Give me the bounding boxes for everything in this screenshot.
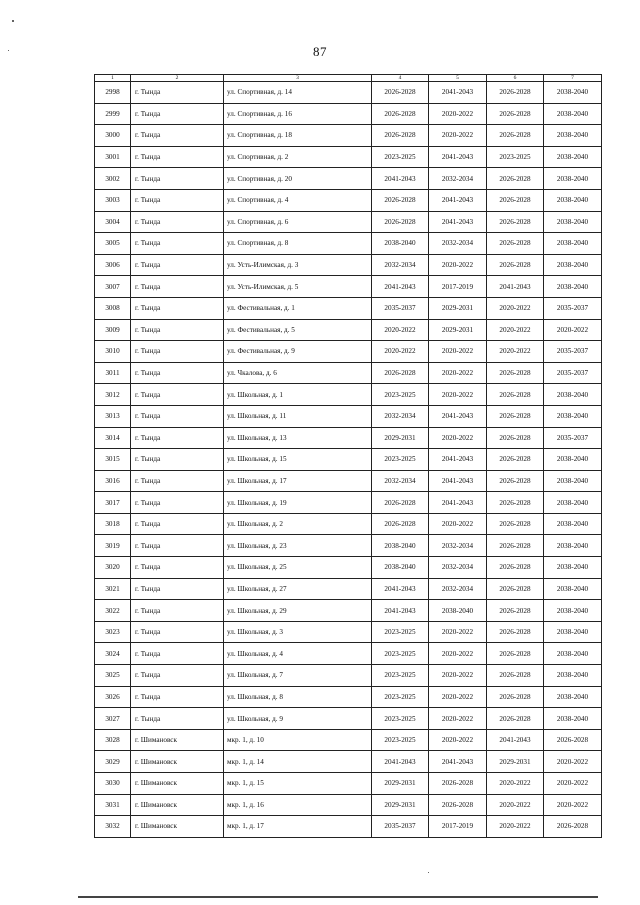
period-cell-col7: 2038-2040	[544, 103, 602, 125]
locality-cell: г. Тында	[131, 276, 224, 298]
period-cell-col7: 2038-2040	[544, 405, 602, 427]
locality-cell: г. Тында	[131, 384, 224, 406]
period-cell-col6: 2026-2028	[487, 362, 544, 384]
locality-cell: г. Тында	[131, 146, 224, 168]
locality-cell: г. Тында	[131, 643, 224, 665]
page-number: 87	[313, 44, 327, 59]
table-row	[95, 578, 602, 600]
period-cell-col5: 2041-2043	[429, 449, 487, 471]
period-cell-col7: 2035-2037	[544, 341, 602, 363]
period-cell-col4: 2020-2022	[372, 341, 429, 363]
period-cell-col4: 2038-2040	[372, 557, 429, 579]
period-cell-col4: 2029-2031	[372, 773, 429, 795]
locality-cell: г. Тында	[131, 578, 224, 600]
row-number-cell: 3028	[95, 729, 131, 751]
period-cell-col6: 2026-2028	[487, 557, 544, 579]
period-cell-col5: 2020-2022	[429, 621, 487, 643]
row-number-cell: 2999	[95, 103, 131, 125]
row-number-cell: 3009	[95, 319, 131, 341]
column-header: 4	[372, 75, 429, 82]
address-cell: ул. Школьная, д. 13	[224, 427, 372, 449]
period-cell-col4: 2023-2025	[372, 665, 429, 687]
locality-cell: г. Тында	[131, 254, 224, 276]
period-cell-col6: 2026-2028	[487, 427, 544, 449]
period-cell-col6: 2026-2028	[487, 254, 544, 276]
period-cell-col7: 2038-2040	[544, 686, 602, 708]
period-cell-col4: 2026-2028	[372, 189, 429, 211]
period-cell-col5: 2020-2022	[429, 686, 487, 708]
period-cell-col6: 2026-2028	[487, 665, 544, 687]
row-number-cell: 3003	[95, 189, 131, 211]
row-number-cell: 3014	[95, 427, 131, 449]
locality-cell: г. Тында	[131, 427, 224, 449]
locality-cell: г. Тында	[131, 103, 224, 125]
period-cell-col5: 2038-2040	[429, 600, 487, 622]
row-number-cell: 3032	[95, 816, 131, 838]
period-cell-col5: 2017-2019	[429, 276, 487, 298]
period-cell-col4: 2041-2043	[372, 578, 429, 600]
period-cell-col5: 2020-2022	[429, 384, 487, 406]
period-cell-col7: 2038-2040	[544, 557, 602, 579]
period-cell-col4: 2023-2025	[372, 686, 429, 708]
period-cell-col6: 2026-2028	[487, 103, 544, 125]
period-cell-col5: 2026-2028	[429, 773, 487, 795]
table-row	[95, 276, 602, 298]
period-cell-col5: 2020-2022	[429, 125, 487, 147]
period-cell-col6: 2026-2028	[487, 492, 544, 514]
row-number-cell: 3030	[95, 773, 131, 795]
period-cell-col5: 2020-2022	[429, 665, 487, 687]
period-cell-col7: 2038-2040	[544, 492, 602, 514]
locality-cell: г. Тында	[131, 125, 224, 147]
period-cell-col7: 2020-2022	[544, 773, 602, 795]
address-cell: мкр. 1, д. 15	[224, 773, 372, 795]
period-cell-col7: 2038-2040	[544, 665, 602, 687]
table-row	[95, 405, 602, 427]
table-row	[95, 189, 602, 211]
locality-cell: г. Тында	[131, 341, 224, 363]
row-number-cell: 3007	[95, 276, 131, 298]
period-cell-col4: 2023-2025	[372, 621, 429, 643]
period-cell-col7: 2038-2040	[544, 708, 602, 730]
row-number-cell: 3031	[95, 794, 131, 816]
period-cell-col7: 2020-2022	[544, 751, 602, 773]
period-cell-col7: 2038-2040	[544, 578, 602, 600]
period-cell-col4: 2032-2034	[372, 470, 429, 492]
period-cell-col5: 2041-2043	[429, 82, 487, 104]
period-cell-col5: 2029-2031	[429, 319, 487, 341]
locality-cell: г. Тында	[131, 557, 224, 579]
table-row	[95, 600, 602, 622]
period-cell-col4: 2026-2028	[372, 82, 429, 104]
period-cell-col4: 2023-2025	[372, 384, 429, 406]
period-cell-col7: 2038-2040	[544, 254, 602, 276]
period-cell-col5: 2041-2043	[429, 405, 487, 427]
column-header: 3	[224, 75, 372, 82]
row-number-cell: 3022	[95, 600, 131, 622]
address-cell: ул. Школьная, д. 11	[224, 405, 372, 427]
period-cell-col7: 2038-2040	[544, 189, 602, 211]
table-row	[95, 362, 602, 384]
period-cell-col4: 2026-2028	[372, 362, 429, 384]
row-number-cell: 2998	[95, 82, 131, 104]
address-cell: ул. Спортивная, д. 8	[224, 233, 372, 255]
period-cell-col6: 2026-2028	[487, 621, 544, 643]
period-cell-col6: 2026-2028	[487, 189, 544, 211]
period-cell-col4: 2035-2037	[372, 816, 429, 838]
period-cell-col4: 2026-2028	[372, 211, 429, 233]
period-cell-col7: 2035-2037	[544, 362, 602, 384]
period-cell-col4: 2023-2025	[372, 708, 429, 730]
row-number-cell: 3016	[95, 470, 131, 492]
table-row	[95, 643, 602, 665]
row-number-cell: 3020	[95, 557, 131, 579]
period-cell-col6: 2020-2022	[487, 794, 544, 816]
table-row	[95, 794, 602, 816]
period-cell-col5: 2041-2043	[429, 211, 487, 233]
row-number-cell: 3024	[95, 643, 131, 665]
period-cell-col4: 2035-2037	[372, 297, 429, 319]
period-cell-col7: 2035-2037	[544, 297, 602, 319]
period-cell-col6: 2020-2022	[487, 341, 544, 363]
address-cell: ул. Школьная, д. 19	[224, 492, 372, 514]
table-row	[95, 254, 602, 276]
period-cell-col7: 2038-2040	[544, 535, 602, 557]
address-cell: ул. Школьная, д. 15	[224, 449, 372, 471]
column-number-row	[95, 75, 602, 82]
period-cell-col6: 2020-2022	[487, 319, 544, 341]
period-cell-col7: 2038-2040	[544, 82, 602, 104]
locality-cell: г. Шимановск	[131, 816, 224, 838]
period-cell-col6: 2026-2028	[487, 233, 544, 255]
row-number-cell: 3029	[95, 751, 131, 773]
period-cell-col7: 2038-2040	[544, 600, 602, 622]
period-cell-col6: 2026-2028	[487, 125, 544, 147]
period-cell-col6: 2026-2028	[487, 708, 544, 730]
period-cell-col5: 2041-2043	[429, 470, 487, 492]
row-number-cell: 3015	[95, 449, 131, 471]
address-cell: мкр. 1, д. 14	[224, 751, 372, 773]
period-cell-col5: 2041-2043	[429, 189, 487, 211]
period-cell-col7: 2038-2040	[544, 211, 602, 233]
period-cell-col6: 2026-2028	[487, 82, 544, 104]
period-cell-col4: 2041-2043	[372, 751, 429, 773]
row-number-cell: 3008	[95, 297, 131, 319]
table-row	[95, 557, 602, 579]
table-row	[95, 773, 602, 795]
period-cell-col4: 2041-2043	[372, 600, 429, 622]
row-number-cell: 3019	[95, 535, 131, 557]
period-cell-col4: 2023-2025	[372, 643, 429, 665]
locality-cell: г. Тында	[131, 470, 224, 492]
period-cell-col5: 2041-2043	[429, 146, 487, 168]
column-header: 5	[429, 75, 487, 82]
address-cell: ул. Школьная, д. 27	[224, 578, 372, 600]
row-number-cell: 3001	[95, 146, 131, 168]
period-cell-col4: 2032-2034	[372, 254, 429, 276]
period-cell-col5: 2020-2022	[429, 103, 487, 125]
table-row	[95, 492, 602, 514]
row-number-cell: 3025	[95, 665, 131, 687]
period-cell-col6: 2023-2025	[487, 146, 544, 168]
locality-cell: г. Шимановск	[131, 729, 224, 751]
period-cell-col7: 2035-2037	[544, 427, 602, 449]
address-cell: ул. Усть-Илимская, д. 5	[224, 276, 372, 298]
row-number-cell: 3012	[95, 384, 131, 406]
table-body	[95, 82, 602, 838]
table-row	[95, 168, 602, 190]
locality-cell: г. Шимановск	[131, 794, 224, 816]
address-cell: ул. Школьная, д. 23	[224, 535, 372, 557]
address-cell: ул. Школьная, д. 1	[224, 384, 372, 406]
table-row	[95, 82, 602, 104]
row-number-cell: 3002	[95, 168, 131, 190]
locality-cell: г. Тында	[131, 233, 224, 255]
address-cell: ул. Школьная, д. 4	[224, 643, 372, 665]
address-cell: ул. Фестивальная, д. 5	[224, 319, 372, 341]
column-header: 2	[131, 75, 224, 82]
period-cell-col6: 2026-2028	[487, 513, 544, 535]
period-cell-col6: 2020-2022	[487, 773, 544, 795]
table-row	[95, 621, 602, 643]
period-cell-col5: 2020-2022	[429, 427, 487, 449]
address-cell: мкр. 1, д. 16	[224, 794, 372, 816]
period-cell-col4: 2026-2028	[372, 513, 429, 535]
row-number-cell: 3011	[95, 362, 131, 384]
period-cell-col4: 2020-2022	[372, 319, 429, 341]
locality-cell: г. Тында	[131, 600, 224, 622]
locality-cell: г. Тында	[131, 168, 224, 190]
period-cell-col5: 2032-2034	[429, 535, 487, 557]
period-cell-col6: 2029-2031	[487, 751, 544, 773]
period-cell-col7: 2038-2040	[544, 621, 602, 643]
period-cell-col6: 2026-2028	[487, 449, 544, 471]
table-row	[95, 708, 602, 730]
period-cell-col6: 2026-2028	[487, 384, 544, 406]
row-number-cell: 3021	[95, 578, 131, 600]
row-number-cell: 3023	[95, 621, 131, 643]
table-row	[95, 211, 602, 233]
table-row	[95, 665, 602, 687]
period-cell-col4: 2038-2040	[372, 535, 429, 557]
address-cell: ул. Фестивальная, д. 1	[224, 297, 372, 319]
period-cell-col7: 2038-2040	[544, 125, 602, 147]
period-cell-col5: 2029-2031	[429, 297, 487, 319]
table-row	[95, 319, 602, 341]
period-cell-col4: 2023-2025	[372, 449, 429, 471]
locality-cell: г. Тында	[131, 686, 224, 708]
address-cell: ул. Школьная, д. 29	[224, 600, 372, 622]
period-cell-col5: 2020-2022	[429, 254, 487, 276]
period-cell-col4: 2029-2031	[372, 794, 429, 816]
table-row	[95, 816, 602, 838]
address-cell: ул. Спортивная, д. 16	[224, 103, 372, 125]
address-cell: ул. Школьная, д. 9	[224, 708, 372, 730]
row-number-cell: 3018	[95, 513, 131, 535]
locality-cell: г. Тында	[131, 362, 224, 384]
period-cell-col5: 2032-2034	[429, 233, 487, 255]
table-row	[95, 384, 602, 406]
period-cell-col4: 2026-2028	[372, 125, 429, 147]
table-row	[95, 535, 602, 557]
table-row	[95, 729, 602, 751]
period-cell-col6: 2026-2028	[487, 578, 544, 600]
housing-schedule-table	[94, 74, 602, 838]
period-cell-col5: 2026-2028	[429, 794, 487, 816]
row-number-cell: 3000	[95, 125, 131, 147]
row-number-cell: 3013	[95, 405, 131, 427]
locality-cell: г. Тында	[131, 82, 224, 104]
table-row	[95, 146, 602, 168]
period-cell-col6: 2026-2028	[487, 405, 544, 427]
period-cell-col5: 2020-2022	[429, 643, 487, 665]
locality-cell: г. Тында	[131, 189, 224, 211]
period-cell-col6: 2041-2043	[487, 729, 544, 751]
period-cell-col4: 2026-2028	[372, 103, 429, 125]
period-cell-col7: 2038-2040	[544, 384, 602, 406]
period-cell-col5: 2041-2043	[429, 492, 487, 514]
address-cell: ул. Спортивная, д. 6	[224, 211, 372, 233]
period-cell-col6: 2026-2028	[487, 470, 544, 492]
table-row	[95, 125, 602, 147]
period-cell-col5: 2020-2022	[429, 708, 487, 730]
locality-cell: г. Тында	[131, 665, 224, 687]
locality-cell: г. Тында	[131, 297, 224, 319]
address-cell: ул. Усть-Илимская, д. 3	[224, 254, 372, 276]
table-row	[95, 513, 602, 535]
period-cell-col7: 2020-2022	[544, 794, 602, 816]
locality-cell: г. Тында	[131, 708, 224, 730]
period-cell-col4: 2023-2025	[372, 146, 429, 168]
row-number-cell: 3006	[95, 254, 131, 276]
address-cell: ул. Чкалова, д. 6	[224, 362, 372, 384]
locality-cell: г. Тында	[131, 449, 224, 471]
period-cell-col4: 2038-2040	[372, 233, 429, 255]
period-cell-col7: 2038-2040	[544, 233, 602, 255]
scan-edge-line	[78, 896, 598, 898]
period-cell-col5: 2020-2022	[429, 362, 487, 384]
period-cell-col5: 2017-2019	[429, 816, 487, 838]
period-cell-col4: 2041-2043	[372, 168, 429, 190]
address-cell: ул. Школьная, д. 2	[224, 513, 372, 535]
column-header: 6	[487, 75, 544, 82]
table-row	[95, 103, 602, 125]
address-cell: ул. Спортивная, д. 2	[224, 146, 372, 168]
period-cell-col6: 2026-2028	[487, 686, 544, 708]
scan-speck	[8, 50, 9, 51]
column-header: 7	[544, 75, 602, 82]
period-cell-col6: 2026-2028	[487, 168, 544, 190]
locality-cell: г. Тында	[131, 319, 224, 341]
period-cell-col4: 2029-2031	[372, 427, 429, 449]
table-row	[95, 686, 602, 708]
address-cell: ул. Спортивная, д. 18	[224, 125, 372, 147]
locality-cell: г. Тында	[131, 621, 224, 643]
period-cell-col4: 2026-2028	[372, 492, 429, 514]
period-cell-col7: 2026-2028	[544, 816, 602, 838]
address-cell: ул. Школьная, д. 3	[224, 621, 372, 643]
table-row	[95, 297, 602, 319]
address-cell: ул. Школьная, д. 17	[224, 470, 372, 492]
period-cell-col4: 2032-2034	[372, 405, 429, 427]
address-cell: ул. Спортивная, д. 4	[224, 189, 372, 211]
period-cell-col7: 2038-2040	[544, 513, 602, 535]
locality-cell: г. Тында	[131, 405, 224, 427]
period-cell-col7: 2038-2040	[544, 276, 602, 298]
period-cell-col5: 2032-2034	[429, 578, 487, 600]
table-row	[95, 449, 602, 471]
period-cell-col7: 2026-2028	[544, 729, 602, 751]
period-cell-col7: 2038-2040	[544, 643, 602, 665]
period-cell-col6: 2020-2022	[487, 816, 544, 838]
period-cell-col4: 2041-2043	[372, 276, 429, 298]
locality-cell: г. Тында	[131, 211, 224, 233]
locality-cell: г. Тында	[131, 492, 224, 514]
period-cell-col7: 2020-2022	[544, 319, 602, 341]
period-cell-col4: 2023-2025	[372, 729, 429, 751]
locality-cell: г. Тында	[131, 513, 224, 535]
period-cell-col5: 2041-2043	[429, 751, 487, 773]
period-cell-col5: 2020-2022	[429, 513, 487, 535]
address-cell: ул. Школьная, д. 25	[224, 557, 372, 579]
period-cell-col5: 2020-2022	[429, 341, 487, 363]
period-cell-col5: 2032-2034	[429, 557, 487, 579]
period-cell-col6: 2026-2028	[487, 211, 544, 233]
table-row	[95, 233, 602, 255]
locality-cell: г. Шимановск	[131, 751, 224, 773]
period-cell-col5: 2032-2034	[429, 168, 487, 190]
row-number-cell: 3027	[95, 708, 131, 730]
period-cell-col7: 2038-2040	[544, 146, 602, 168]
period-cell-col6: 2041-2043	[487, 276, 544, 298]
row-number-cell: 3005	[95, 233, 131, 255]
period-cell-col5: 2020-2022	[429, 729, 487, 751]
address-cell: мкр. 1, д. 17	[224, 816, 372, 838]
address-cell: ул. Спортивная, д. 14	[224, 82, 372, 104]
period-cell-col6: 2026-2028	[487, 643, 544, 665]
scan-speck	[428, 872, 429, 873]
table-row	[95, 751, 602, 773]
address-cell: ул. Фестивальная, д. 9	[224, 341, 372, 363]
row-number-cell: 3010	[95, 341, 131, 363]
address-cell: ул. Спортивная, д. 20	[224, 168, 372, 190]
table-row	[95, 470, 602, 492]
table-row	[95, 341, 602, 363]
address-cell: ул. Школьная, д. 8	[224, 686, 372, 708]
period-cell-col6: 2026-2028	[487, 535, 544, 557]
period-cell-col7: 2038-2040	[544, 168, 602, 190]
locality-cell: г. Тында	[131, 535, 224, 557]
row-number-cell: 3017	[95, 492, 131, 514]
period-cell-col7: 2038-2040	[544, 449, 602, 471]
row-number-cell: 3026	[95, 686, 131, 708]
address-cell: ул. Школьная, д. 7	[224, 665, 372, 687]
locality-cell: г. Шимановск	[131, 773, 224, 795]
table-row	[95, 427, 602, 449]
column-header: 1	[95, 75, 131, 82]
row-number-cell: 3004	[95, 211, 131, 233]
period-cell-col7: 2038-2040	[544, 470, 602, 492]
period-cell-col6: 2020-2022	[487, 297, 544, 319]
scan-speck	[12, 20, 14, 22]
address-cell: мкр. 1, д. 10	[224, 729, 372, 751]
period-cell-col6: 2026-2028	[487, 600, 544, 622]
